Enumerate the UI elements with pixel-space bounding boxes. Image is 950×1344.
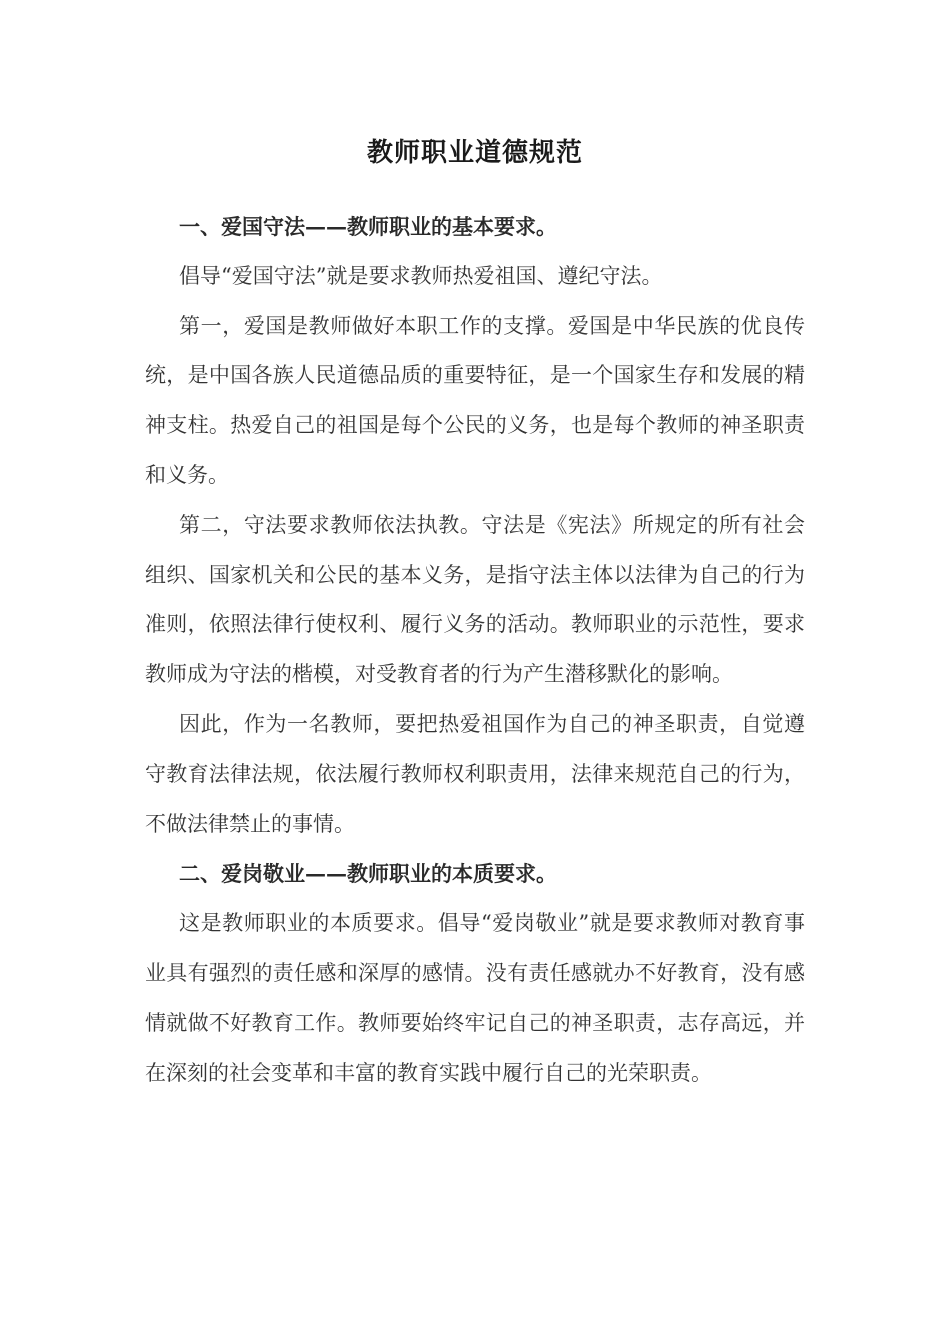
paragraph-second: 第二，守法要求教师依法执教。守法是《宪法》所规定的所有社会组织、国家机关和公民的基本义务，是指守法主体以法律为自己的行为准则，依照法律行使权利、履行义务的活动。教师职业的示范性，要求教师成为守法的楷模，对受教育者的行为产生潜移默化的影响。	[145, 512, 805, 687]
paragraph-conclusion: 因此，作为一名教师，要把热爱祖国作为自己的神圣职责，自觉遵守教育法律法规，依法履行教师权利职责用，法律来规范自己的行为，不做法律禁止的事情。	[145, 711, 805, 836]
paragraph-first: 第一，爱国是教师做好本职工作的支撑。爱国是中华民族的优良传统，是中国各族人民道德品质的重要特征，是一个国家生存和发展的精神支柱。热爱自己的祖国是每个公民的义务，也是每个教师的神圣职责和义务。	[145, 313, 805, 487]
paragraph-dedication: 这是教师职业的本质要求。倡导“爱岗敬业”就是要求教师对教育事业具有强烈的责任感和深厚的感情。没有责任感就办不好教育，没有感情就做不好教育工作。教师要始终牢记自己的神圣职责，志存高远，并在深刻的社会变革和丰富的教育实践中履行自己的光荣职责。	[145, 911, 805, 1085]
section-heading-1: 一、爱国守法——教师职业的基本要求。	[179, 214, 557, 239]
document-body	[145, 202, 805, 1098]
section-heading-2: 二、爱岗敬业——教师职业的本质要求。	[179, 861, 557, 887]
paragraph-intro: 倡导“爱国守法”就是要求教师热爱祖国、遵纪守法。	[179, 263, 663, 288]
document-title: 教师职业道德规范	[366, 138, 583, 168]
